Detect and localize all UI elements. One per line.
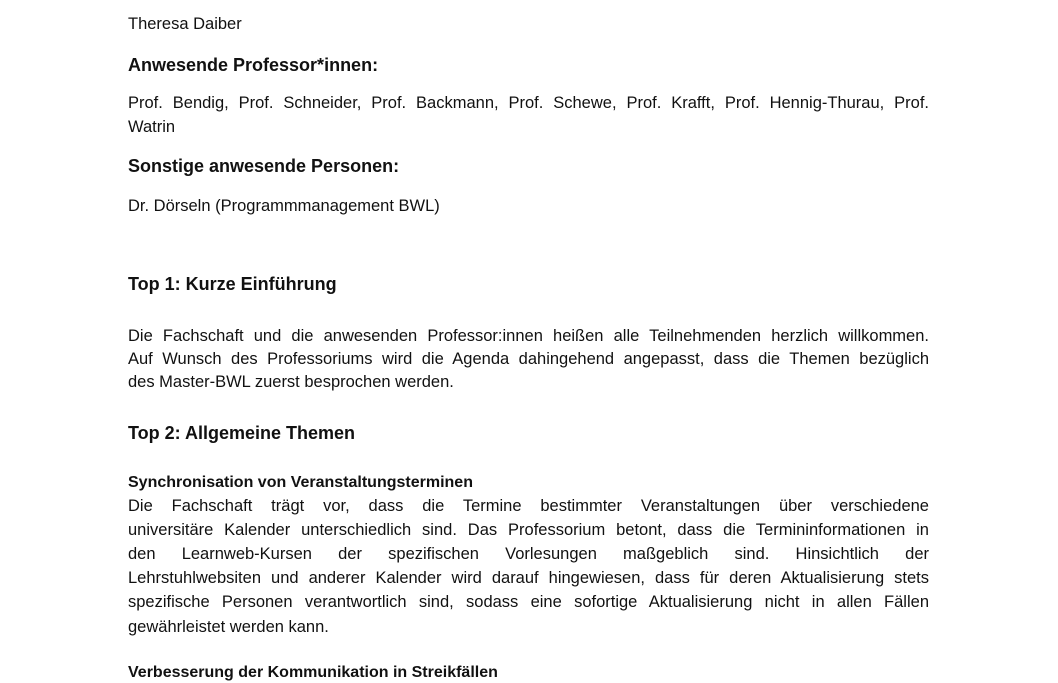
attendee-name-line: Theresa Daiber [128, 15, 242, 33]
section1-paragraph-line: spezifische Personen verantwortlich sind, sodass eine sofortige Aktualisierung nicht in allen Fällen [128, 593, 929, 611]
professors-list-line-2: Watrin [128, 118, 176, 136]
document-page [128, 0, 929, 681]
top1-heading: Top 1: Kurze Einführung [128, 274, 337, 294]
section1-paragraph-line: den Learnweb-Kursen der spezifischen Vorlesungen maßgeblich sind. Hinsichtlich der [128, 545, 929, 563]
section1-paragraph-line: Die Fachschaft trägt vor, dass die Termine bestimmter Veranstaltungen über verschiedene [128, 497, 929, 515]
section1-paragraph-line: gewährleistet werden kann. [128, 618, 329, 636]
section-title-synchronisation: Synchronisation von Veranstaltungsterminen [128, 474, 473, 491]
others-text: Dr. Dörseln (Programmmanagement BWL) [128, 197, 440, 215]
top1-paragraph-line: des Master-BWL zuerst besprochen werden. [128, 373, 454, 391]
professors-list-line-1: Prof. Bendig, Prof. Schneider, Prof. Backmann, Prof. Schewe, Prof. Krafft, Prof. Hennig-Thurau, Prof. [128, 94, 929, 112]
section-title-streik: Verbesserung der Kommunikation in Streikfällen [128, 664, 498, 681]
top2-heading: Top 2: Allgemeine Themen [128, 423, 356, 443]
top1-paragraph-line: Auf Wunsch des Professoriums wird die Agenda dahingehend angepasst, dass die Themen bezüglich [128, 350, 929, 368]
section1-paragraph-line: Lehrstuhlwebsiten und anderer Kalender wird darauf hingewiesen, dass für deren Aktualisierung stets [128, 569, 929, 587]
section1-paragraph-line: universitäre Kalender unterschiedlich sind. Das Professorium betont, dass die Termininformationen in [128, 521, 929, 539]
professors-heading: Anwesende Professor*innen: [128, 55, 379, 75]
others-heading: Sonstige anwesende Personen: [128, 156, 400, 176]
top1-paragraph-line: Die Fachschaft und die anwesenden Professor:innen heißen alle Teilnehmenden herzlich willkommen. [128, 327, 929, 345]
